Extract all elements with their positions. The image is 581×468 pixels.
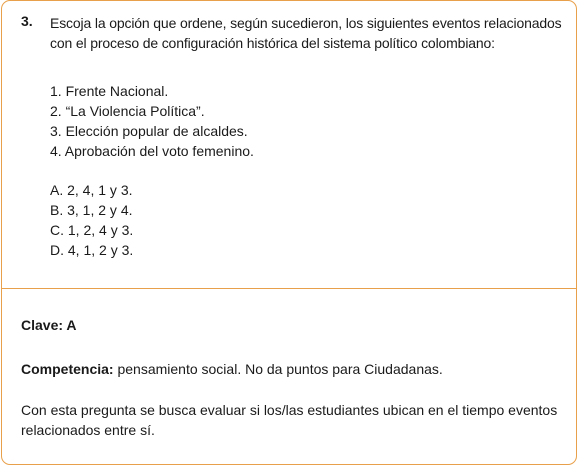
question-card xyxy=(1,0,577,465)
question-number: 3. xyxy=(21,13,33,29)
answer-options-list xyxy=(50,180,133,260)
events-list xyxy=(50,81,254,161)
section-divider xyxy=(2,288,576,289)
question-section xyxy=(2,1,576,288)
competencia-line xyxy=(21,359,443,379)
answer-option-a: A. 2, 4, 1 y 3. xyxy=(50,182,133,198)
answer-option-b: B. 3, 1, 2 y 4. xyxy=(50,202,133,218)
event-item: 4. Aprobación del voto femenino. xyxy=(50,143,254,159)
answer-explanation: Con esta pregunta se busca evaluar si los/las estudiantes ubican en el tiempo eventos relacionados entre sí. xyxy=(21,402,558,438)
event-item: 3. Elección popular de alcaldes. xyxy=(50,123,248,139)
answer-option-d: D. 4, 1, 2 y 3. xyxy=(50,242,134,258)
event-item: 1. Frente Nacional. xyxy=(50,83,169,99)
event-item: 2. “La Violencia Política”. xyxy=(50,103,205,119)
competencia-text: pensamiento social. No da puntos para Ciudadanas. xyxy=(113,361,443,377)
competencia-label: Competencia: xyxy=(21,361,114,377)
answer-key: Clave: A xyxy=(21,317,77,333)
answer-option-c: C. 1, 2, 4 y 3. xyxy=(50,222,134,238)
answer-section xyxy=(2,290,576,465)
question-stem: Escoja la opción que ordene, según sucedieron, los siguientes eventos relacionados con el proceso de configuración histórica del sistema político colombiano: xyxy=(50,15,562,51)
